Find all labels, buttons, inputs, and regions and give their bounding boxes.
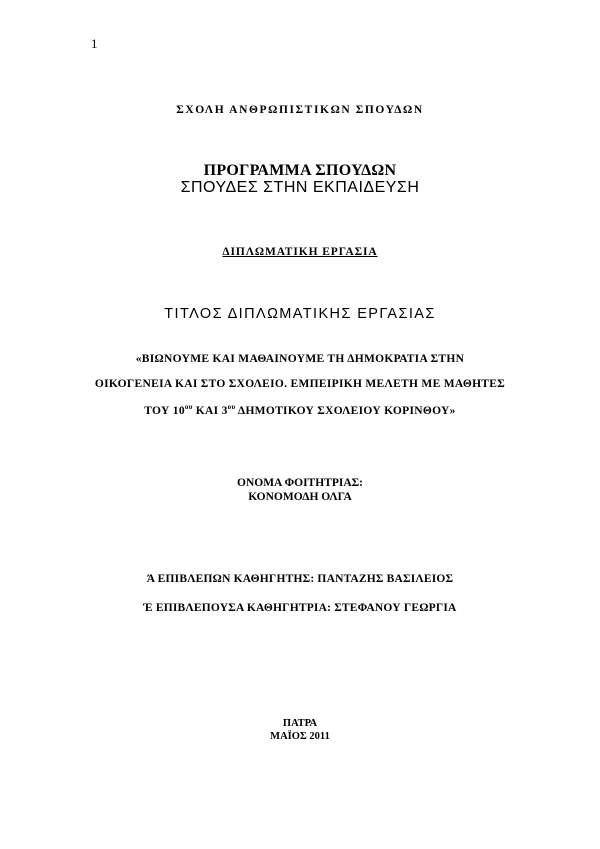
place: ΠΑΤΡΑ xyxy=(282,718,318,729)
thesis-title-line-3 xyxy=(0,405,600,417)
thesis-title-line-1: «ΒΙΩΝΟΥΜΕ ΚΑΙ ΜΑΘΑΙΝΟΥΜΕ ΤΗ ΔΗΜΟΚΡΑΤΙΑ ΣΤΗΝ xyxy=(135,353,465,365)
program-name: ΣΠΟΥΔΕΣ ΣΤΗΝ ΕΚΠΑΙΔΕΥΣΗ xyxy=(180,179,420,196)
page-number: 1 xyxy=(91,36,98,51)
student-name: ΚΟΝΟΜΟΔΗ ΟΛΓΑ xyxy=(248,491,352,503)
date: ΜΑΪΟΣ 2011 xyxy=(270,731,330,742)
student-label: ΟΝΟΜΑ ΦΟΙΤΗΤΡΙΑΣ: xyxy=(237,477,363,489)
program-heading: ΠΡΟΓΡΑΜΜΑ ΣΠΟΥΔΩΝ xyxy=(203,162,397,179)
thesis-label: ΔΙΠΛΩΜΑΤΙΚΗ ΕΡΓΑΣΙΑ xyxy=(222,246,378,258)
thesis-title-line-3-part-c: ΔΗΜΟΤΙΚΟΥ ΣΧΟΛΕΙΟΥ ΚΟΡΙΝΘΟΥ» xyxy=(235,405,456,417)
second-supervisor: Έ ΕΠΙΒΛΕΠΟΥΣΑ ΚΑΘΗΓΗΤΡΙΑ: ΣΤΕΦΑΝΟΥ ΓΕΩΡΓΙΑ xyxy=(143,602,457,614)
thesis-title-line-2: ΟΙΚΟΓΕΝΕΙΑ ΚΑΙ ΣΤΟ ΣΧΟΛΕΙΟ. ΕΜΠΕΙΡΙΚΗ ΜΕΛΕΤΗ ΜΕ ΜΑΘΗΤΕΣ xyxy=(94,378,506,390)
ordinal-superscript-2: ου xyxy=(227,403,236,411)
ordinal-superscript-1: ου xyxy=(184,403,193,411)
thesis-title-line-3-part-a: ΤΟΥ 10 xyxy=(144,405,185,417)
first-supervisor: Ά ΕΠΙΒΛΕΠΩΝ ΚΑΘΗΓΗΤΗΣ: ΠΑΝΤΑΖΗΣ ΒΑΣΙΛΕΙΟΣ xyxy=(146,573,454,585)
thesis-title-line-3-part-b: ΚΑΙ 3 xyxy=(192,405,228,417)
school-name: ΣΧΟΛΗ ΑΝΘΡΩΠΙΣΤΙΚΩΝ ΣΠΟΥΔΩΝ xyxy=(176,104,424,116)
thesis-title-heading: ΤΙΤΛΟΣ ΔΙΠΛΩΜΑΤΙΚΗΣ ΕΡΓΑΣΙΑΣ xyxy=(164,306,436,322)
